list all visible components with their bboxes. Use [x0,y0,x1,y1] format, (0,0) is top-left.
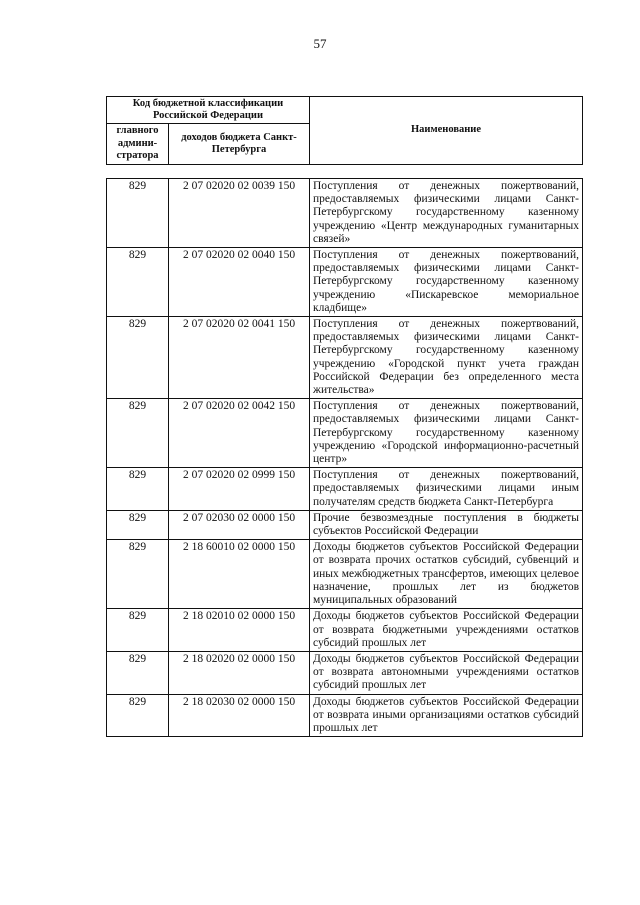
table-row [107,694,583,737]
revenue-code-cell: 2 07 02020 02 0042 150 [169,399,310,468]
revenue-code-cell: 2 07 02020 02 0999 150 [169,468,310,511]
table-row [107,651,583,694]
revenue-code-cell: 2 07 02020 02 0041 150 [169,317,310,399]
table-row [107,510,583,539]
page-number: 57 [313,36,327,51]
revenue-code-cell: 2 07 02020 02 0040 150 [169,248,310,317]
admin-code-cell: 829 [107,540,169,609]
revenue-name-cell: Поступления от денежных пожертвований, предоставляемых физическими лицами Санкт-Петербургскому государственному казенному учреждению «Пискаревское мемориальное кладбище» [310,248,583,317]
revenue-name-cell: Поступления от денежных пожертвований, предоставляемых физическими лицами Санкт-Петербургскому государственному казенному учреждению «Городской пункт учета граждан Российской Федерации без определенного места жительства» [310,317,583,399]
table-row [107,609,583,652]
revenue-code-cell: 2 07 02030 02 0000 150 [169,510,310,539]
admin-code-cell: 829 [107,248,169,317]
main-administrator-header: главного админи-стратора [107,124,169,165]
revenue-table [106,178,583,737]
admin-code-cell: 829 [107,609,169,652]
table-header [106,96,583,165]
revenue-name-cell: Доходы бюджетов субъектов Российской Федерации от возврата автономными учреждениями остатков субсидий прошлых лет [310,651,583,694]
admin-code-cell: 829 [107,399,169,468]
revenue-name-cell: Доходы бюджетов субъектов Российской Федерации от возврата бюджетными учреждениями остатков субсидий прошлых лет [310,609,583,652]
revenue-code-cell: 2 18 60010 02 0000 150 [169,540,310,609]
revenue-name-cell: Поступления от денежных пожертвований, предоставляемых физическими лицами иным получателям средств бюджета Санкт-Петербурга [310,468,583,511]
admin-code-cell: 829 [107,317,169,399]
classification-code-header: Код бюджетной классификации Российской Федерации [107,97,310,124]
revenue-name-cell: Поступления от денежных пожертвований, предоставляемых физическими лицами Санкт-Петербургскому государственному казенному учреждению «Центр международных гуманитарных связей» [310,179,583,248]
table-row [107,540,583,609]
revenue-code-cell: 2 18 02030 02 0000 150 [169,694,310,737]
revenue-name-cell: Поступления от денежных пожертвований, предоставляемых физическими лицами Санкт-Петербургскому государственному казенному учреждению «Городской информационно-расчетный центр» [310,399,583,468]
revenue-name-cell: Прочие безвозмездные поступления в бюджеты субъектов Российской Федерации [310,510,583,539]
admin-code-cell: 829 [107,179,169,248]
table-row [107,179,583,248]
admin-code-cell: 829 [107,468,169,511]
table-row [107,248,583,317]
revenue-code-cell: 2 18 02020 02 0000 150 [169,651,310,694]
name-column-header: Наименование [310,97,583,165]
revenue-name-cell: Доходы бюджетов субъектов Российской Федерации от возврата иными организациями остатков субсидий прошлых лет [310,694,583,737]
table-row [107,468,583,511]
admin-code-cell: 829 [107,510,169,539]
revenue-name-cell: Доходы бюджетов субъектов Российской Федерации от возврата прочих остатков субсидий, субвенций и иных межбюджетных трансфертов, имеющих целевое назначение, прошлых лет из бюджетов муниципальных образований [310,540,583,609]
table-row [107,399,583,468]
table-row [107,317,583,399]
revenue-code-cell: 2 18 02010 02 0000 150 [169,609,310,652]
revenue-table-body [107,179,583,737]
admin-code-cell: 829 [107,694,169,737]
budget-revenues-header: доходов бюджета Санкт-Петербурга [169,124,310,165]
revenue-code-cell: 2 07 02020 02 0039 150 [169,179,310,248]
admin-code-cell: 829 [107,651,169,694]
